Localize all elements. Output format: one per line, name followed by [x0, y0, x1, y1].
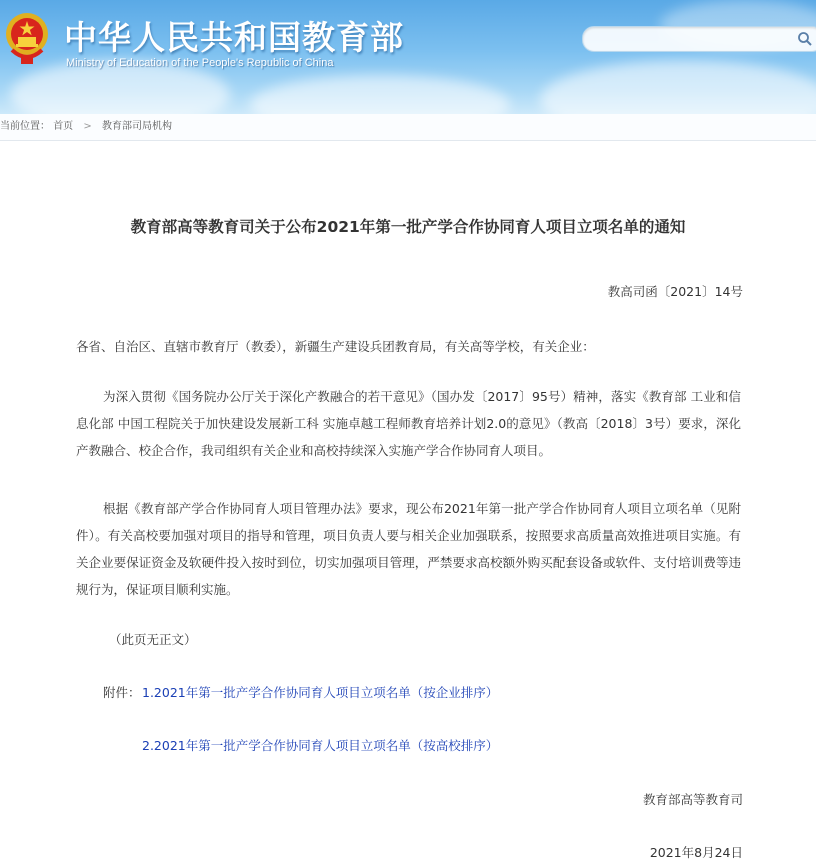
header-cloud: [250, 75, 510, 114]
header-cloud: [540, 60, 816, 114]
signer: 教育部高等教育司: [642, 792, 743, 807]
breadcrumb-home-link[interactable]: 首页: [53, 121, 74, 132]
issue-date: 2021年8月24日: [649, 845, 743, 860]
attachment-link-2[interactable]: 2.2021年第一批产学合作协同育人项目立项名单（按高校排序）: [142, 738, 499, 753]
breadcrumb-department-link[interactable]: 教育部司局机构: [101, 121, 172, 132]
site-subtitle: Ministry of Education of the People's Republic of China: [66, 57, 334, 69]
national-emblem-icon[interactable]: [4, 10, 50, 66]
document-number: 教高司函〔2021〕14号: [607, 284, 743, 299]
site-title: 中华人民共和国教育部: [64, 18, 404, 57]
attachment-label: 附件：: [103, 685, 141, 700]
breadcrumb: [0, 114, 816, 141]
breadcrumb-prefix: 当前位置：: [0, 121, 50, 132]
attachment-link-1[interactable]: 1.2021年第一批产学合作协同育人项目立项名单（按企业排序）: [142, 685, 499, 700]
body-paragraph-1: 为深入贯彻《国务院办公厅关于深化产教融合的若干意见》（国办发〔2017〕95号）精神，落实《教育部 工业和信息化部 中国工程院关于加快建设发展新工科 实施卓越工程师教育培养计划2.0的意见》（教高〔2018〕3号）要求，深化产教融合、校企合作，我司组织有关企业和高校持续深入实施产学合作协同育人项目。: [76, 389, 741, 458]
search-icon[interactable]: [797, 31, 813, 47]
search-input[interactable]: [582, 26, 816, 52]
salutation: 各省、自治区、直辖市教育厅（教委），新疆生产建设兵团教育局，有关高等学校，有关企业：: [76, 339, 595, 354]
site-header: [0, 0, 816, 114]
no-body-note: （此页无正文）: [109, 632, 197, 647]
body-paragraph-2: 根据《教育部产学合作协同育人项目管理办法》要求，现公布2021年第一批产学合作协同育人项目立项名单（见附件）。有关高校要加强对项目的指导和管理，项目负责人要与相关企业加强联系，按照要求高质量高效推进项目实施。有关企业要保证资金及软硬件投入按时到位，切实加强项目管理，严禁要求高校额外购买配套设备或软件、支付培训费等违规行为，保证项目顺利实施。: [76, 501, 741, 597]
breadcrumb-separator: >: [83, 121, 92, 132]
article-title: 教育部高等教育司关于公布2021年第一批产学合作协同育人项目立项名单的通知: [130, 218, 686, 236]
